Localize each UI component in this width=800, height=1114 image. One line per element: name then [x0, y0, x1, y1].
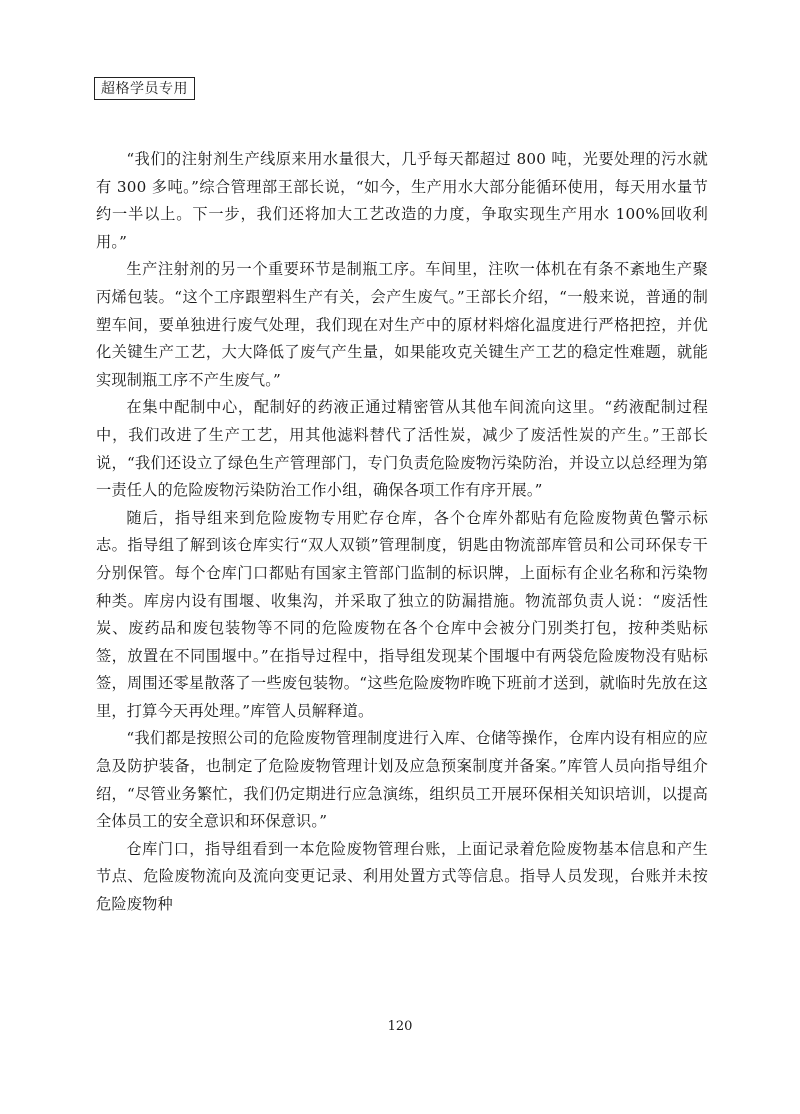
- paragraph: “我们都是按照公司的危险废物管理制度进行入库、仓储等操作，仓库内设有相应的应急及防护装备，也制定了危险废物管理计划及应急预案制度并备案。”库管人员向指导组介绍，“尽管业务繁忙，我们仍定期进行应急演练，组织员工开展环保相关知识培训，以提高全体员工的安全意识和环保意识。”: [96, 729, 708, 831]
- paragraph: 生产注射剂的另一个重要环节是制瓶工序。车间里，注吹一体机在有条不紊地生产聚丙烯包装。“这个工序跟塑料生产有关，会产生废气。”王部长介绍，“一般来说，普通的制塑车间，要单独进行废气处理，我们现在对生产中的原材料熔化温度进行严格把控，并优化关键生产工艺，大大降低了废气产生量，如果能攻克关键生产工艺的稳定性难题，就能实现制瓶工序不产生废气。”: [96, 260, 708, 389]
- paragraph: 仓库门口，指导组看到一本危险废物管理台账，上面记录着危险废物基本信息和产生节点、危险废物流向及流向变更记录、利用处置方式等信息。指导人员发现，台账并未按危险废物种: [96, 839, 708, 914]
- paragraph: 在集中配制中心，配制好的药液正通过精密管从其他车间流向这里。“药液配制过程中，我们改进了生产工艺，用其他滤料替代了活性炭，减少了废活性炭的产生。”王部长说，“我们还设立了绿色生产管理部门，专门负责危险废物污染防治，并设立以总经理为第一责任人的危险废物污染防治工作小组，确保各项工作有序开展。”: [96, 398, 708, 500]
- paragraph: “我们的注射剂生产线原来用水量很大，几乎每天都超过 800 吨，光要处理的污水就有 300 多吨。”综合管理部王部长说，“如今，生产用水大部分能循环使用，每天用水量节约一半以上。下一步，我们还将加大工艺改造的力度，争取实现生产用水 100%回收利用。”: [96, 150, 708, 251]
- body-text: [96, 146, 708, 919]
- student-label-box: 超格学员专用: [94, 77, 195, 100]
- paragraph: 随后，指导组来到危险废物专用贮存仓库，各个仓库外都贴有危险废物黄色警示标志。指导组了解到该仓库实行“双人双锁”管理制度，钥匙由物流部库管员和公司环保专干分别保管。每个仓库门口都贴有国家主管部门监制的标识牌，上面标有企业名称和污染物种类。库房内设有围堰、收集沟，并采取了独立的防漏措施。物流部负责人说：“废活性炭、废药品和废包装物等不同的危险废物在各个仓库中会被分门别类打包，按种类贴标签，放置在不同围堰中。”在指导过程中，指导组发现某个围堰中有两袋危险废物没有贴标签，周围还零星散落了一些废包装物。“这些危险废物昨晚下班前才送到，就临时先放在这里，打算今天再处理。”库管人员解释道。: [96, 508, 708, 720]
- page-number: 120: [387, 1019, 413, 1034]
